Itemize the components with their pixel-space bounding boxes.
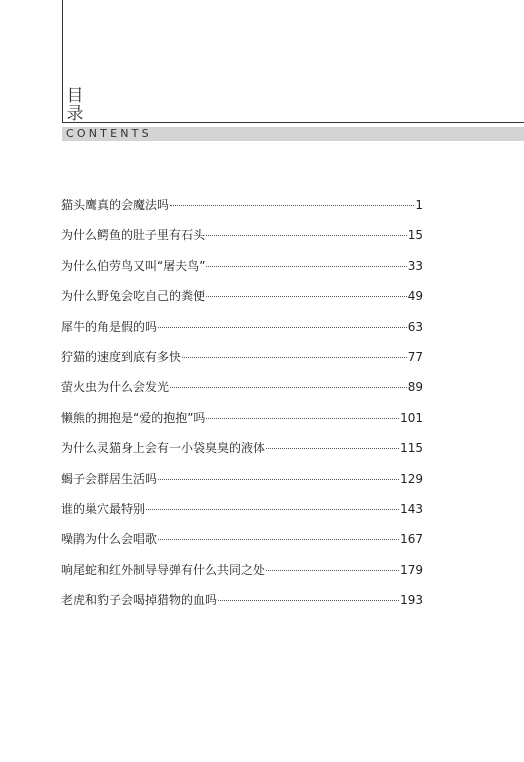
contents-label: CONTENTS xyxy=(66,127,152,140)
toc-entry-page: 49 xyxy=(407,289,423,304)
toc-entry-title: 懒熊的拥抱是“爱的抱抱”吗 xyxy=(61,410,206,425)
toc-leader-dots xyxy=(266,570,399,571)
toc-entry-title: 为什么野兔会吃自己的粪便 xyxy=(61,289,206,304)
toc-entry-page: 143 xyxy=(400,501,423,516)
toc-entry-page: 193 xyxy=(400,593,423,608)
toc-entry-title: 犀牛的角是假的吗 xyxy=(61,319,158,334)
toc-entry-page: 15 xyxy=(407,228,423,243)
toc-leader-dots xyxy=(266,448,399,449)
toc-entry[interactable] xyxy=(61,193,423,223)
toc-entry-page: 115 xyxy=(400,441,423,456)
toc-entry-title: 老虎和豹子会喝掉猎物的血吗 xyxy=(61,593,218,608)
toc-leader-dots xyxy=(206,235,407,236)
toc-leader-dots xyxy=(206,418,399,419)
toc-leader-dots xyxy=(182,357,407,358)
toc-entry-title: 蝎子会群居生活吗 xyxy=(61,471,158,486)
toc-entry[interactable] xyxy=(61,588,423,618)
toc-entry-page: 33 xyxy=(407,258,423,273)
toc-leader-dots xyxy=(158,479,399,480)
toc-entry[interactable] xyxy=(61,558,423,588)
toc-entry-page: 89 xyxy=(407,380,423,395)
toc-entry-title: 响尾蛇和红外制导导弹有什么共同之处 xyxy=(61,562,266,577)
toc-entry[interactable] xyxy=(61,375,423,405)
toc-leader-dots xyxy=(170,205,414,206)
toc-entry-title: 为什么鳄鱼的肚子里有石头 xyxy=(61,228,206,243)
toc-leader-dots xyxy=(206,296,407,297)
frame-bottom-rule xyxy=(62,122,524,123)
toc-entry[interactable] xyxy=(61,406,423,436)
toc-entry[interactable] xyxy=(61,254,423,284)
toc-entry[interactable] xyxy=(61,223,423,253)
toc-entry-page: 63 xyxy=(407,319,423,334)
toc-entry-page: 167 xyxy=(400,532,423,547)
toc-leader-dots xyxy=(206,266,406,267)
toc-entry-title: 萤火虫为什么会发光 xyxy=(61,380,170,395)
toc-entry[interactable] xyxy=(61,436,423,466)
toc-leader-dots xyxy=(218,600,399,601)
heading-char-2: 录 xyxy=(66,104,84,124)
toc-entry-title: 狞猫的速度到底有多快 xyxy=(61,349,182,364)
toc-entry-page: 129 xyxy=(400,471,423,486)
heading-char-1: 目 xyxy=(66,86,84,106)
toc-entry-title: 猫头鹰真的会魔法吗 xyxy=(61,198,170,212)
toc-entry[interactable] xyxy=(61,284,423,314)
table-of-contents xyxy=(61,193,423,618)
toc-entry[interactable] xyxy=(61,467,423,497)
toc-entry-title: 为什么伯劳鸟又叫“屠夫鸟” xyxy=(61,258,206,273)
toc-entry-page: 1 xyxy=(415,198,423,212)
toc-entry[interactable] xyxy=(61,315,423,345)
toc-leader-dots xyxy=(170,387,407,388)
toc-entry[interactable] xyxy=(61,527,423,557)
toc-entry[interactable] xyxy=(61,497,423,527)
toc-leader-dots xyxy=(158,539,399,540)
toc-entry-title: 为什么灵猫身上会有一小袋臭臭的液体 xyxy=(61,441,266,456)
toc-entry-page: 101 xyxy=(400,410,423,425)
toc-entry-title: 噪鹃为什么会唱歌 xyxy=(61,532,158,547)
frame-left-rule xyxy=(62,0,63,123)
toc-leader-dots xyxy=(146,509,399,510)
toc-entry-page: 179 xyxy=(400,562,423,577)
toc-entry[interactable] xyxy=(61,345,423,375)
toc-leader-dots xyxy=(158,327,407,328)
toc-entry-title: 谁的巢穴最特别 xyxy=(61,501,146,516)
toc-entry-page: 77 xyxy=(407,349,423,364)
